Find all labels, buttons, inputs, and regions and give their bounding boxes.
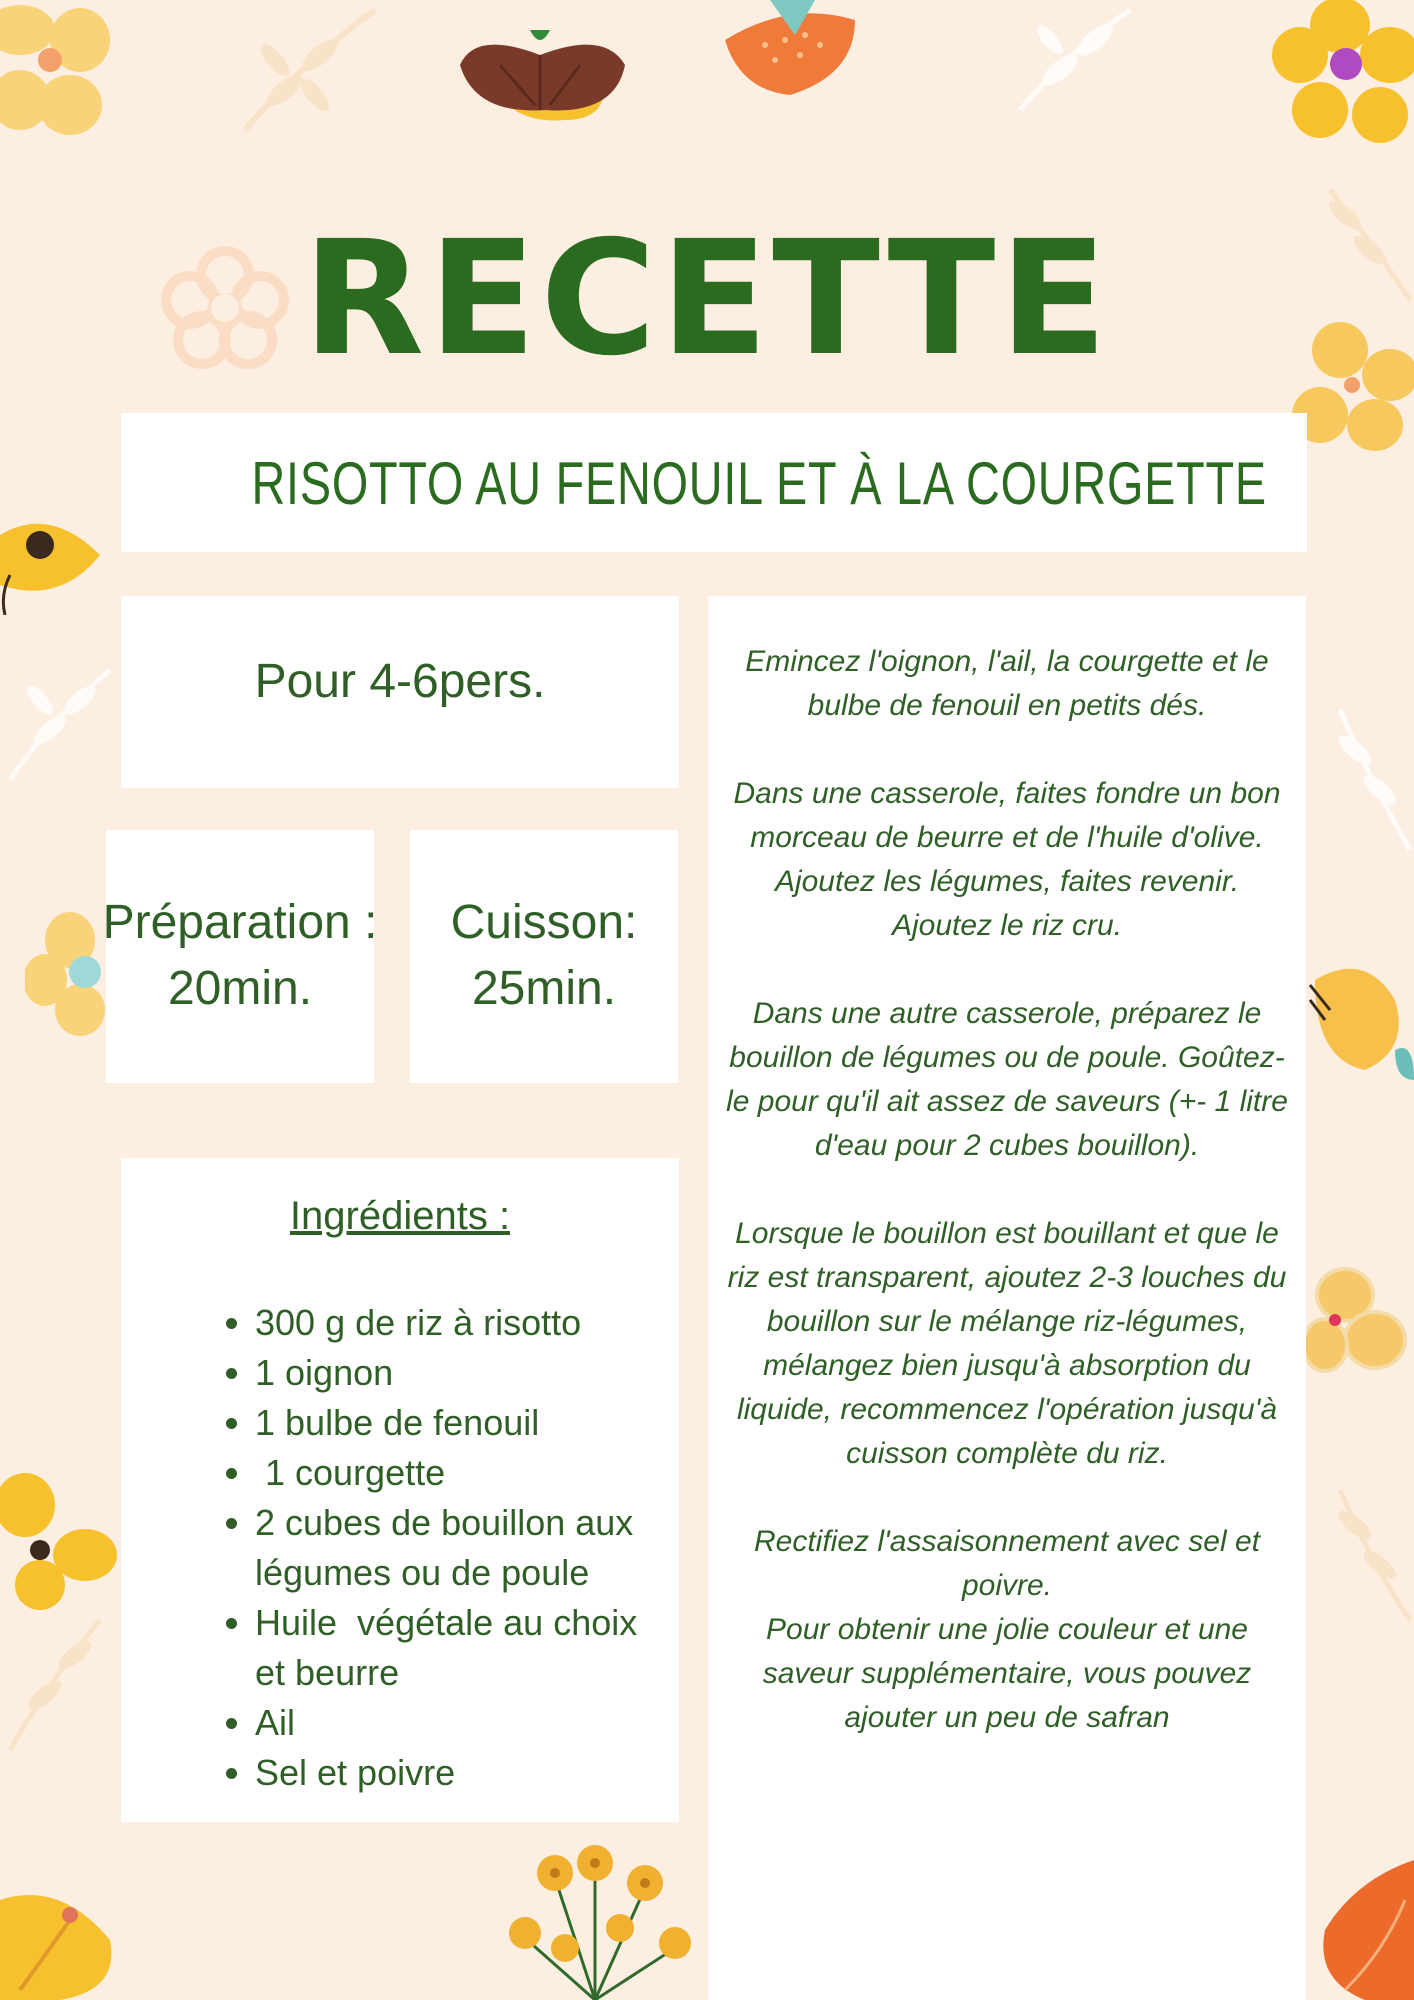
leaf-sprig-icon [1310,700,1414,860]
ingredient-item: • Sel et poivre [255,1748,655,1798]
yellow-flower-icon [1270,0,1414,150]
ingredient-item: • Huile végétale au choix et beurre [255,1598,655,1698]
yellow-flower-icon [1305,960,1414,1100]
yellow-flower-icon [1305,1265,1414,1395]
page-title: RECETTE [302,207,1112,391]
yellow-flower-icon [0,0,120,150]
servings-text: Pour 4-6pers. [254,655,546,708]
prep-time-label: Préparation : [102,896,378,949]
leaf-sprig-icon [0,650,120,790]
ingredients-heading: Ingrédients : [289,1194,511,1238]
recipe-name: RISOTTO AU FENOUIL ET À LA COURGETTE [251,450,1267,517]
cook-time-value: 25min. [471,962,617,1015]
instruction-step: Lorsque le bouillon est bouillant et que le riz est transparent, ajoutez 2-3 louches du bouillon sur le mélange riz-légumes, mélangez bien jusqu'à absorption du liquide, recommencez l'opération jusqu'à cuisson complète du riz. [727,1217,1287,1470]
ingredient-item: • Ail [255,1698,655,1748]
brown-flower-icon [455,25,630,125]
ingredient-item: • 2 cubes de bouillon aux légumes ou de poule [255,1498,655,1598]
instruction-step: Pour obtenir une jolie couleur et une saveur supplémentaire, vous pouvez ajouter un peu de safran [762,1613,1252,1734]
leaf-sprig-icon [1000,0,1150,120]
yellow-flower-icon [485,1838,705,2000]
cook-time-card [410,830,678,1083]
instruction-step: Rectifiez l'assaisonnement avec sel et poivre. [754,1525,1260,1602]
instructions [722,640,1292,1740]
instruction-step: Dans une autre casserole, préparez le bouillon de légumes ou de poule. Goûtez-le pour qu'il ait assez de saveurs (+- 1 litre d'eau pour 2 cubes bouillon). [726,997,1288,1162]
ingredient-item: • 1 courgette [255,1448,655,1498]
ingredient-item: • 1 bulbe de fenouil [255,1398,655,1448]
orange-flower-icon [1305,1860,1414,2000]
prep-time-value: 20min. [167,962,313,1015]
prep-time-card [102,830,378,1083]
servings-card [121,596,679,788]
instructions-card [708,596,1306,2000]
recipe-name-card [121,413,1307,552]
yellow-flower-icon [0,1880,130,2000]
orange-flower-icon [715,0,865,100]
ingredient-item: • 1 oignon [255,1348,655,1398]
leaf-sprig-icon [225,0,385,140]
ingredients-card [121,1158,679,1822]
yellow-flower-icon [0,1470,120,1620]
instruction-step: Emincez l'oignon, l'ail, la courgette et le bulbe de fenouil en petits dés. [745,645,1269,722]
leaf-sprig-icon [0,1600,110,1760]
ingredients-list [219,1298,655,1798]
yellow-flower-icon [0,515,110,615]
ingredient-item: • 300 g de riz à risotto [255,1298,655,1348]
cook-time-label: Cuisson: [450,896,638,949]
leaf-sprig-icon [1310,1480,1414,1630]
instruction-step: Dans une casserole, faites fondre un bon morceau de beurre et de l'huile d'olive. Ajoutez les légumes, faites revenir. Ajoutez le riz cru. [733,777,1289,942]
